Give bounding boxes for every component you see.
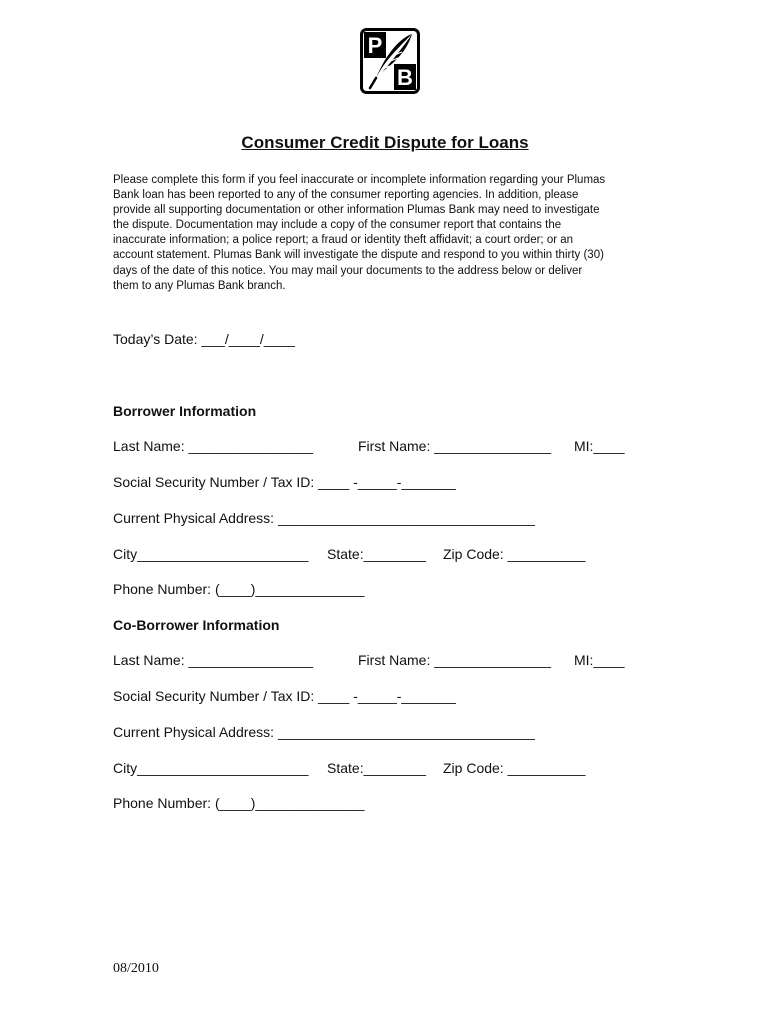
intro-line: days of the date of this notice. You may mail your documents to the address below or deliver (113, 264, 583, 277)
borrower-ssn-field[interactable]: Social Security Number / Tax ID: ____ -_____-_______ (113, 474, 456, 490)
coborrower-address-field[interactable]: Current Physical Address: _________________________________ (113, 724, 535, 740)
borrower-zip-field[interactable]: Zip Code: __________ (443, 546, 586, 562)
borrower-address-field[interactable]: Current Physical Address: _________________________________ (113, 510, 535, 526)
borrower-phone-field[interactable]: Phone Number: (____)______________ (113, 581, 365, 597)
form-revision-date: 08/2010 (113, 961, 159, 976)
coborrower-last-name-field[interactable]: Last Name: ________________ (113, 652, 314, 668)
logo-letter-b: B (397, 65, 413, 90)
intro-line: account statement. Plumas Bank will investigate the dispute and respond to you within thirty (30) (113, 249, 604, 262)
intro-line: provide all supporting documentation or other information Plumas Bank may need to investigate (113, 204, 600, 217)
todays-date-field[interactable]: Today’s Date: ___/____/____ (113, 331, 295, 347)
form-title: Consumer Credit Dispute for Loans (241, 133, 529, 152)
borrower-heading: Borrower Information (113, 403, 257, 419)
coborrower-first-name-field[interactable]: First Name: _______________ (358, 652, 552, 668)
intro-paragraph (113, 173, 658, 294)
borrower-last-name-field[interactable]: Last Name: ________________ (113, 438, 314, 454)
borrower-state-field[interactable]: State:________ (327, 546, 426, 562)
coborrower-zip-field[interactable]: Zip Code: __________ (443, 760, 586, 776)
intro-line: inaccurate information; a police report; a fraud or identity theft affidavit; a court order; or an (113, 234, 574, 247)
intro-line: them to any Plumas Bank branch. (113, 279, 286, 292)
borrower-first-name-field[interactable]: First Name: _______________ (358, 438, 552, 454)
coborrower-mi-field[interactable]: MI:____ (574, 652, 625, 668)
coborrower-city-field[interactable]: City______________________ (113, 760, 309, 776)
logo-letter-p: P (367, 33, 383, 58)
intro-line: Please complete this form if you feel inaccurate or incomplete information regarding your Plumas (113, 174, 606, 186)
coborrower-heading: Co-Borrower Information (113, 617, 280, 633)
borrower-mi-field[interactable]: MI:____ (574, 438, 625, 454)
plumas-bank-logo (360, 28, 420, 94)
intro-line: the dispute. Documentation may include a copy of the consumer report that contains the (113, 219, 562, 232)
coborrower-state-field[interactable]: State:________ (327, 760, 426, 776)
coborrower-ssn-field[interactable]: Social Security Number / Tax ID: ____ -_____-_______ (113, 688, 456, 704)
coborrower-phone-field[interactable]: Phone Number: (____)______________ (113, 795, 365, 811)
borrower-city-field[interactable]: City______________________ (113, 546, 309, 562)
intro-line: Bank loan has been reported to any of the consumer reporting agencies. In addition, please (113, 189, 579, 202)
